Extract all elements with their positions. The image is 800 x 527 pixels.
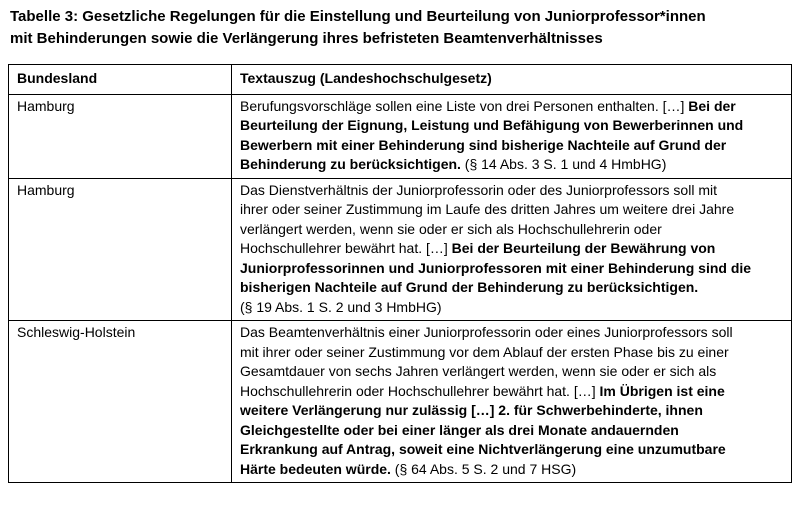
excerpt-line <box>240 401 785 421</box>
excerpt-bold-text: Im Übrigen ist eine <box>599 382 725 399</box>
excerpt-line <box>240 136 785 156</box>
excerpt-bold-text: bisherigen Nachteile auf Grund der Behinderung zu berücksichtigen. <box>240 279 699 295</box>
excerpt-text: mit ihrer oder seiner Zustimmung vor dem Ablauf der ersten Phase bis zu einer <box>240 343 729 360</box>
excerpt-line <box>240 323 785 343</box>
excerpt-bold-text: Gleichgestellte oder bei einer länger als drei Monate andauernden <box>240 421 679 438</box>
excerpt-text: (§ 64 Abs. 5 S. 2 und 7 HSG) <box>390 460 577 477</box>
regulations-table <box>8 64 792 483</box>
state-cell: Hamburg <box>9 178 232 321</box>
excerpt-bold-text: Beurteilung der Eignung, Leistung und Befähigung von Bewerberinnen und <box>240 117 744 133</box>
excerpt-text: Das Beamtenverhältnis einer Juniorprofessorin oder eines Juniorprofessors soll <box>240 324 733 340</box>
caption-line-2: mit Behinderungen sowie die Verlängerung ihres befristeten Beamtenverhältnisses <box>10 30 603 47</box>
excerpt-line <box>240 382 785 402</box>
excerpt-line <box>240 155 785 175</box>
excerpt-text: Hochschullehrer bewährt hat. […] <box>240 240 452 256</box>
excerpt-bold-text: Behinderung zu berücksichtigen. <box>240 156 461 172</box>
excerpt-text: Berufungsvorschläge sollen eine Liste von drei Personen enthalten. […] <box>240 97 689 114</box>
excerpt-text: (§ 14 Abs. 3 S. 1 und 4 HmbHG) <box>460 156 667 172</box>
excerpt-bold-text: Härte bedeuten würde. <box>240 460 391 477</box>
excerpt-text: Hochschullehrerin oder Hochschullehrer bewährt hat. […] <box>240 382 600 399</box>
excerpt-line <box>240 278 785 298</box>
excerpt-line <box>240 343 785 363</box>
excerpt-line <box>240 421 785 441</box>
excerpt-bold-text: Bei der Beurteilung der Bewährung von <box>451 240 716 256</box>
excerpt-line <box>240 220 785 240</box>
excerpt-bold-text: weitere Verlängerung nur zulässig […] 2. für Schwerbehinderte, ihnen <box>240 402 703 418</box>
excerpt-cell <box>232 94 792 178</box>
excerpt-line <box>240 440 785 460</box>
header-state: Bundesland <box>9 65 232 95</box>
excerpt-text: Gesamtdauer von sechs Jahren verlängert werden, wenn sie oder er sich als <box>240 363 717 379</box>
table-body <box>9 94 792 483</box>
excerpt-line <box>240 460 785 480</box>
state-cell: Schleswig-Holstein <box>9 321 232 483</box>
table-row <box>9 321 792 483</box>
excerpt-line <box>240 259 785 279</box>
excerpt-line <box>240 97 785 117</box>
excerpt-line <box>240 181 785 201</box>
excerpt-bold-text: Juniorprofessorinnen und Juniorprofessoren mit einer Behinderung sind die <box>240 259 752 276</box>
excerpt-line <box>240 298 785 318</box>
table-row <box>9 94 792 178</box>
excerpt-text: ihrer oder seiner Zustimmung im Laufe des dritten Jahres um weitere drei Jahre <box>240 201 735 217</box>
excerpt-cell <box>232 178 792 321</box>
state-cell: Hamburg <box>9 94 232 178</box>
header-row <box>9 65 792 95</box>
excerpt-line <box>240 362 785 382</box>
table-row <box>9 178 792 321</box>
excerpt-cell <box>232 321 792 483</box>
table-caption <box>10 6 790 50</box>
excerpt-line <box>240 116 785 136</box>
header-excerpt: Textauszug (Landeshochschulgesetz) <box>232 65 792 95</box>
excerpt-line <box>240 239 785 259</box>
excerpt-text: verlängert werden, wenn sie oder er sich als Hochschullehrerin oder <box>240 220 662 237</box>
excerpt-bold-text: Bei der <box>688 97 736 114</box>
excerpt-bold-text: Bewerbern mit einer Behinderung sind bisherige Nachteile auf Grund der <box>240 136 727 153</box>
excerpt-text: Das Dienstverhältnis der Juniorprofessorin oder des Juniorprofessors soll mit <box>240 181 717 198</box>
caption-line-1: Tabelle 3: Gesetzliche Regelungen für die Einstellung und Beurteilung von Juniorprofessor*innen <box>10 8 706 25</box>
excerpt-line <box>240 200 785 220</box>
excerpt-bold-text: Erkrankung auf Antrag, soweit eine Nichtverlängerung eine unzumutbare <box>240 441 726 457</box>
excerpt-text: (§ 19 Abs. 1 S. 2 und 3 HmbHG) <box>240 298 442 315</box>
